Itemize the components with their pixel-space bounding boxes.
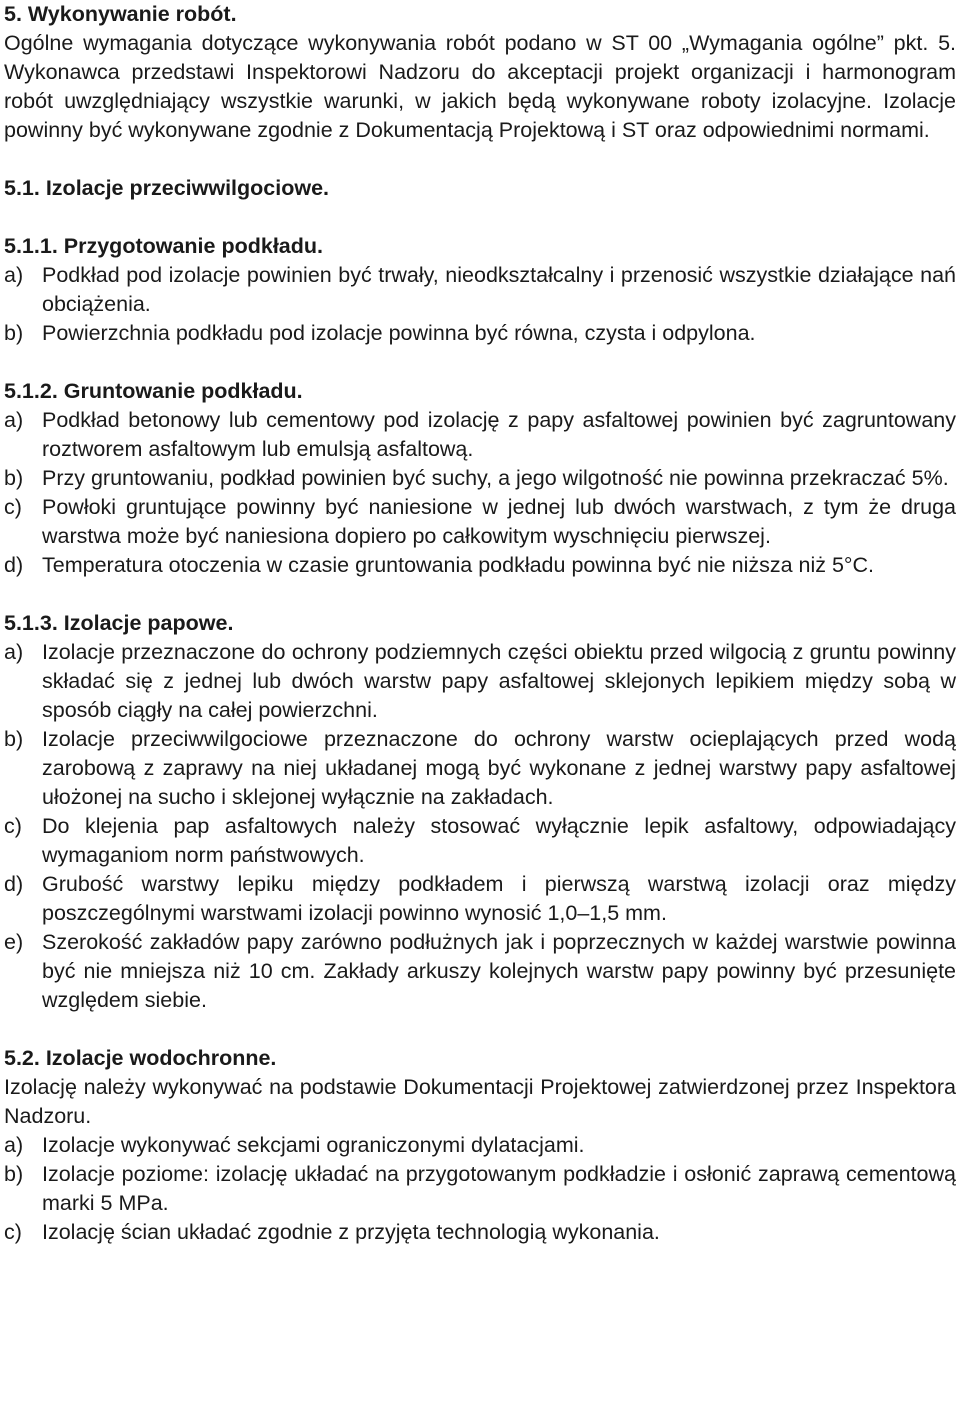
list-item <box>4 493 956 551</box>
list-marker: b) <box>4 466 24 490</box>
list-item-text: Izolacje przeciwwilgociowe przeznaczone do ochrony warstw ocieplających przed wodą zarobową z zaprawy na niej układanej mogą być wykonane z jednej warstwy papy asfaltowej ułożonej na sucho i sklejonej wyłącznie na zakładach. <box>42 727 956 809</box>
list-item-text: Grubość warstwy lepiku między podkładem i pierwszą warstwą izolacji oraz między poszczególnymi warstwami izolacji powinno wynosić 1,0–1,5 mm. <box>42 872 956 925</box>
list-item-text: Powierzchnia podkładu pod izolacje powinna być równa, czysta i odpylona. <box>42 321 756 345</box>
list-item-text: Powłoki gruntujące powinny być naniesione w jednej lub dwóch warstwach, z tym że druga warstwa może być naniesiona dopiero po całkowitym wyschnięciu pierwszej. <box>42 495 956 548</box>
list-marker: a) <box>4 408 24 432</box>
spacer <box>4 1015 956 1044</box>
list-marker: c) <box>4 495 22 519</box>
spacer <box>4 203 956 232</box>
list-item-text: Temperatura otoczenia w czasie gruntowania podkładu powinna być nie niższa niż 5°C. <box>42 553 875 577</box>
list-item <box>4 319 956 348</box>
list-marker: d) <box>4 553 24 577</box>
section-5-1-3-heading: 5.1.3. Izolacje papowe. <box>4 611 234 635</box>
section-5-heading: 5. Wykonywanie robót. <box>4 2 237 26</box>
list-item <box>4 406 956 464</box>
list-item-text: Przy gruntowaniu, podkład powinien być suchy, a jego wilgotność nie powinna przekraczać 5%. <box>42 466 949 490</box>
list-item-text: Podkład betonowy lub cementowy pod izolację z papy asfaltowej powinien być zagruntowany roztworem asfaltowym lub emulsją asfaltową. <box>42 408 956 461</box>
list-item <box>4 638 956 725</box>
list-item <box>4 1131 956 1160</box>
list-item <box>4 551 956 580</box>
section-5-2-list <box>4 1131 956 1247</box>
section-5-1-heading: 5.1. Izolacje przeciwwilgociowe. <box>4 176 329 200</box>
spacer <box>4 348 956 377</box>
list-item <box>4 1160 956 1218</box>
list-marker: b) <box>4 321 24 345</box>
list-marker: e) <box>4 930 24 954</box>
list-marker: b) <box>4 1162 24 1186</box>
list-marker: b) <box>4 727 24 751</box>
list-item-text: Do klejenia pap asfaltowych należy stosować wyłącznie lepik asfaltowy, odpowiadający wymaganiom norm państwowych. <box>42 814 956 867</box>
list-marker: c) <box>4 814 22 838</box>
section-5-2-heading: 5.2. Izolacje wodochronne. <box>4 1046 277 1070</box>
list-marker: a) <box>4 1133 24 1157</box>
list-item <box>4 870 956 928</box>
list-item <box>4 812 956 870</box>
section-5-1-2-heading: 5.1.2. Gruntowanie podkładu. <box>4 379 303 403</box>
section-5-1-1-heading: 5.1.1. Przygotowanie podkładu. <box>4 234 323 258</box>
list-item <box>4 464 956 493</box>
list-item-text: Izolacje poziome: izolację układać na przygotowanym podkładzie i osłonić zaprawą cementową marki 5 MPa. <box>42 1162 956 1215</box>
section-5-paragraph: Ogólne wymagania dotyczące wykonywania robót podano w ST 00 „Wymagania ogólne” pkt. 5. Wykonawca przedstawi Inspektorowi Nadzoru do akceptacji projekt organizacji i harmonogram robót uwzględniający wszystkie warunki, w jakich będą wykonywane roboty izolacyjne. Izolacje powinny być wykonywane zgodnie z Dokumentacją Projektową i ST oraz odpowiednimi normami. <box>4 31 956 142</box>
list-marker: a) <box>4 640 24 664</box>
list-marker: d) <box>4 872 24 896</box>
list-item-text: Szerokość zakładów papy zarówno podłużnych jak i poprzecznych w każdej warstwie powinna być nie mniejsza niż 10 cm. Zakłady arkuszy kolejnych warstw papy powinny być przesunięte względem siebie. <box>42 930 956 1012</box>
section-5-1-2-list <box>4 406 956 580</box>
list-item <box>4 1218 956 1247</box>
list-item <box>4 261 956 319</box>
list-marker: c) <box>4 1220 22 1244</box>
list-marker: a) <box>4 263 24 287</box>
section-5-2-paragraph: Izolację należy wykonywać na podstawie Dokumentacji Projektowej zatwierdzonej przez Inspektora Nadzoru. <box>4 1075 956 1128</box>
list-item-text: Izolacje wykonywać sekcjami ograniczonymi dylatacjami. <box>42 1133 585 1157</box>
list-item-text: Izolacje przeznaczone do ochrony podziemnych części obiektu przed wilgocią z gruntu powinny składać się z jednej lub dwóch warstw papy asfaltowej sklejonych lepikiem między sobą w sposób ciągły na całej powierzchni. <box>42 640 956 722</box>
list-item-text: Izolację ścian układać zgodnie z przyjęta technologią wykonania. <box>42 1220 660 1244</box>
section-5-1-3-list <box>4 638 956 1015</box>
section-5-1-1-list <box>4 261 956 348</box>
list-item <box>4 928 956 1015</box>
list-item-text: Podkład pod izolacje powinien być trwały, nieodkształcalny i przenosić wszystkie działające nań obciążenia. <box>42 263 956 316</box>
spacer <box>4 145 956 174</box>
list-item <box>4 725 956 812</box>
spacer <box>4 580 956 609</box>
